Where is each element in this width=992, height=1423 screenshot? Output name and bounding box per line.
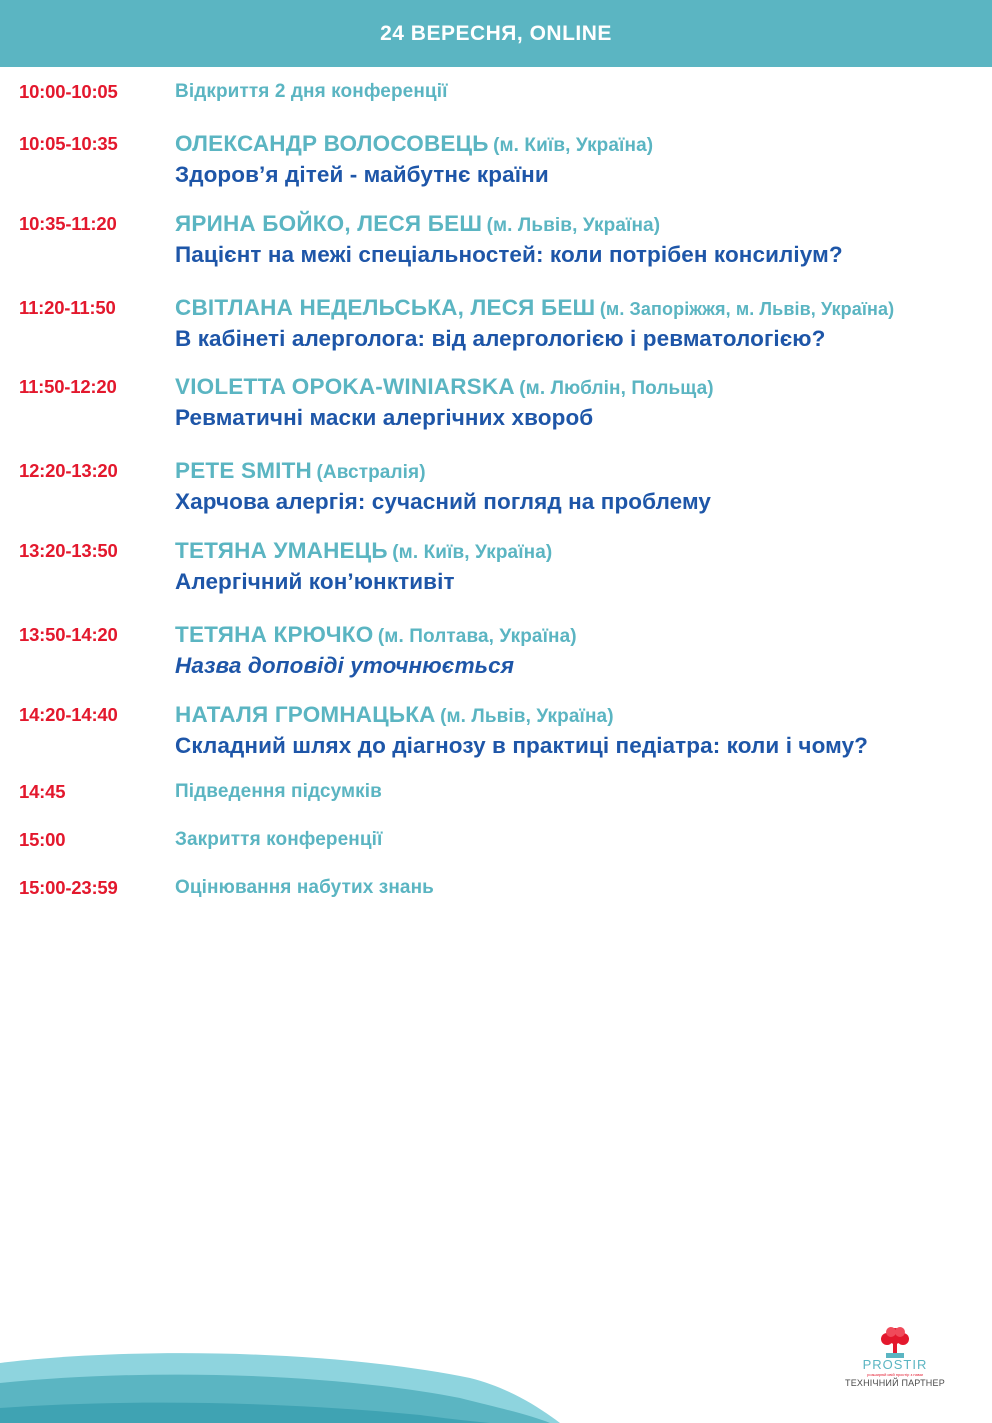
- partner-logo: [845, 1325, 965, 1395]
- talk-title: Пацієнт на межі спеціальностей: коли потрібен консиліум?: [175, 242, 843, 267]
- session-time: 10:00-10:05: [19, 81, 118, 102]
- session-time: 14:20-14:40: [19, 704, 118, 725]
- session-title: Відкриття 2 дня конференції: [175, 81, 448, 102]
- talk-title: Харчова алергія: сучасний погляд на проблему: [175, 489, 712, 514]
- talk-title: Складний шлях до діагнозу в практиці педіатра: коли і чому?: [175, 733, 869, 758]
- speaker-location: (м. Львів, Україна): [486, 215, 661, 236]
- speaker-name: ОЛЕКСАНДР ВОЛОСОВЕЦЬ: [175, 131, 489, 156]
- talk-title: В кабінеті алерголога: від алергологією і ревматологією?: [175, 326, 826, 351]
- session-time: 13:50-14:20: [19, 624, 118, 645]
- speaker-location: (м. Київ, Україна): [493, 135, 654, 156]
- session-time: 14:45: [19, 781, 66, 802]
- session-time: 15:00-23:59: [19, 877, 118, 898]
- session-time: 10:35-11:20: [19, 213, 117, 234]
- page-title: 24 ВЕРЕСНЯ, ONLINE: [380, 21, 612, 45]
- session-time: 13:20-13:50: [19, 540, 118, 561]
- speaker-location: (м. Львів, Україна): [440, 706, 614, 727]
- session-title: Оцінювання набутих знань: [175, 877, 434, 898]
- speaker-name: ТЕТЯНА КРЮЧКО: [175, 622, 374, 647]
- session-time: 11:20-11:50: [19, 297, 116, 318]
- partner-label: ТЕХНІЧНИЙ ПАРТНЕР: [845, 1378, 945, 1388]
- session-time: 15:00: [19, 829, 66, 850]
- speaker-location: (м. Полтава, Україна): [377, 626, 577, 647]
- talk-title: Здоров’я дітей - майбутнє країни: [175, 162, 549, 187]
- decorative-wave: [0, 1353, 560, 1423]
- speaker-name: ЯРИНА БОЙКО, ЛЕСЯ БЕШ: [175, 211, 483, 236]
- speaker-location: (м. Київ, Україна): [392, 542, 553, 563]
- logo-name: PROSTIR: [862, 1357, 928, 1372]
- session-title: Підведення підсумків: [175, 781, 382, 802]
- session-time: 11:50-12:20: [19, 376, 117, 397]
- talk-title: Алергічний кон’юнктивіт: [175, 569, 455, 594]
- speaker-name: PETE SMITH: [175, 458, 313, 483]
- speaker-location: (Австралія): [316, 462, 426, 483]
- speaker-name: ТЕТЯНА УМАНЕЦЬ: [175, 538, 388, 563]
- speaker-location: (м. Запоріжжя, м. Львів, Україна): [599, 299, 895, 319]
- speaker-name: НАТАЛЯ ГРОМНАЦЬКА: [175, 702, 436, 727]
- session-time: 12:20-13:20: [19, 460, 118, 481]
- session-time: 10:05-10:35: [19, 133, 118, 154]
- speaker-name: VIOLETTA OPOKA-WINIARSKA: [175, 374, 515, 399]
- talk-title: Ревматичні маски алергічних хвороб: [175, 405, 594, 430]
- session-title: Закриття конференції: [175, 829, 383, 850]
- page-header: [0, 0, 992, 67]
- talk-title: Назва доповіді уточнюється: [175, 653, 515, 678]
- tree-icon: [875, 1325, 915, 1361]
- speaker-location: (м. Люблін, Польща): [519, 378, 714, 399]
- speaker-name: СВІТЛАНА НЕДЕЛЬСЬКА, ЛЕСЯ БЕШ: [175, 295, 596, 320]
- logo-tagline: розширюй свій простір з нами: [867, 1372, 923, 1377]
